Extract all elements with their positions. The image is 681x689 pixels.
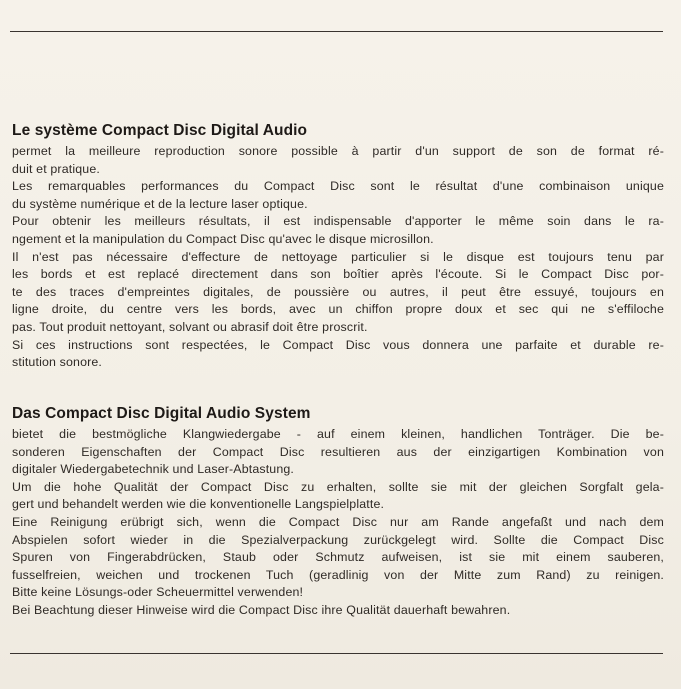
german-line: digitaler Wiedergabetechnik und Laser-Abtastung.: [12, 462, 295, 477]
german-line: Spuren von Fingerabdrücken, Staub oder Schmutz aufweisen, ist sie mit einem sauberen,: [12, 550, 664, 565]
french-line: les bords et est replacé directement dans son boîtier après l'écoute. Si le Compact Disc por-: [12, 267, 664, 282]
german-line: Bei Beachtung dieser Hinweise wird die Compact Disc ihre Qualität dauerhaft bewahren.: [12, 602, 511, 617]
french-line: duit et pratique.: [12, 161, 100, 176]
german-line: gert und behandelt werden wie die konventionelle Langspielplatte.: [12, 497, 385, 512]
german-line: Eine Reinigung erübrigt sich, wenn die Compact Disc nur am Rande angefaßt und nach dem: [12, 514, 664, 529]
french-line: permet la meilleure reproduction sonore possible à partir d'un support de son de format ré-: [12, 144, 664, 158]
german-line: sonderen Eigenschaften der Compact Disc resultieren aus der einzigartigen Kombination von: [12, 444, 664, 459]
french-line: ligne droite, du centre vers les bords, avec un chiffon propre doux et sec qui ne s'effiloche: [12, 302, 664, 317]
french-heading: Le système Compact Disc Digital Audio: [12, 122, 308, 139]
french-section: [12, 121, 664, 372]
french-line: stitution sonore.: [12, 355, 103, 370]
french-line: du système numérique et de la lecture laser optique.: [12, 196, 308, 211]
french-line: Pour obtenir les meilleurs résultats, il est indispensable d'apporter le même soin dans le ra-: [12, 214, 664, 229]
german-body: [12, 426, 664, 620]
french-line: Les remarquables performances du Compact Disc sont le résultat d'une combinaison unique: [12, 179, 664, 194]
french-line: ngement et la manipulation du Compact Disc qu'avec le disque microsillon.: [12, 231, 434, 246]
german-line: Bitte keine Lösungs-oder Scheuermittel verwenden!: [12, 585, 304, 600]
german-line: fusselfreien, weichen und trockenen Tuch (geradlinig von der Mitte zum Rand) zu reinigen.: [12, 567, 664, 582]
german-line: bietet die bestmögliche Klangwiedergabe - auf einem kleinen, handlichen Tonträger. Die be-: [12, 427, 664, 441]
french-line: pas. Tout produit nettoyant, solvant ou abrasif doit être proscrit.: [12, 319, 368, 334]
german-heading: Das Compact Disc Digital Audio System: [12, 405, 311, 422]
german-line: Abspielen sofort wieder in die Spezialverpackung zurückgelegt wird. Sollte die Compact Disc: [12, 532, 664, 547]
french-line: te des traces d'empreintes digitales, de poussière ou autres, il peut être essuyé, toujours en: [12, 284, 664, 299]
french-line: Il n'est pas nécessaire d'effecture de nettoyage particulier si le disque est toujours tenu par: [12, 249, 664, 264]
french-line: Si ces instructions sont respectées, le Compact Disc vous donnera une parfaite et durable re-: [12, 337, 664, 352]
top-rule: [10, 31, 663, 32]
bottom-rule: [10, 653, 663, 654]
german-line: Um die hohe Qualität der Compact Disc zu erhalten, sollte sie mit der gleichen Sorgfalt gela-: [12, 479, 664, 494]
german-section: [12, 404, 664, 620]
french-body: [12, 143, 664, 372]
